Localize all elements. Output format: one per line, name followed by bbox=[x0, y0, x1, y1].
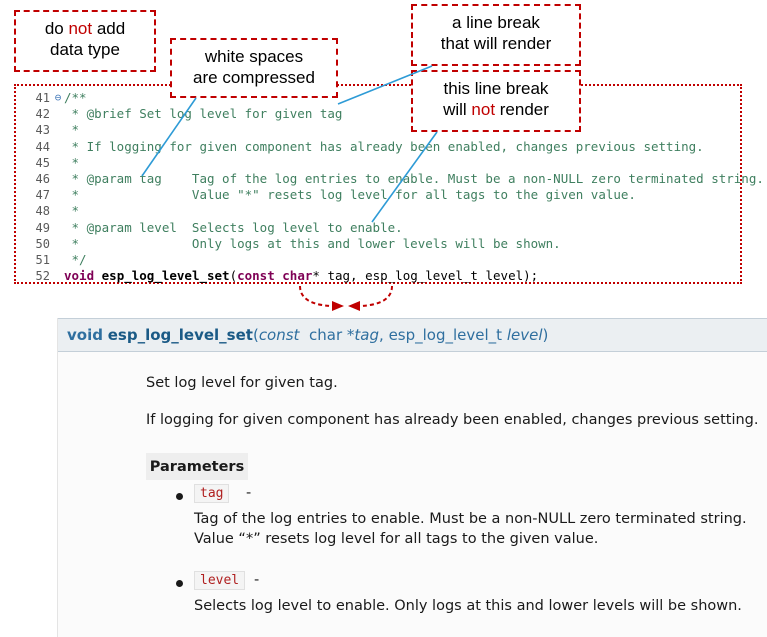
line-number: 51 bbox=[35, 252, 50, 267]
param-dash-level: - bbox=[254, 572, 260, 588]
source-code-block bbox=[14, 84, 764, 284]
callout-whitespace-line2: are compressed bbox=[193, 68, 315, 88]
callout-datatype-line2: data type bbox=[50, 40, 120, 60]
code-lines bbox=[16, 86, 764, 284]
code-line-signature bbox=[16, 268, 740, 284]
code-line bbox=[16, 139, 740, 155]
fold-spacer bbox=[52, 171, 64, 187]
fold-spacer bbox=[52, 268, 64, 284]
code-line-text: * @param level Selects log level to enable. bbox=[64, 219, 403, 235]
doc-sig-paren-open: ( bbox=[252, 326, 259, 344]
code-line-text: * bbox=[64, 154, 80, 170]
callout-whitespace-line1: white spaces bbox=[204, 47, 304, 66]
keyword-const: const bbox=[237, 268, 275, 284]
bullet-icon bbox=[176, 580, 183, 587]
keyword-char: char bbox=[282, 268, 313, 284]
code-line bbox=[16, 106, 740, 122]
code-line-text: * @brief Set log level for given tag bbox=[64, 106, 343, 122]
fold-spacer bbox=[52, 203, 64, 219]
doc-sig-comma: , bbox=[379, 326, 389, 344]
callout-norender-pre: will bbox=[443, 100, 472, 120]
doc-sig-return-type: void bbox=[67, 326, 103, 344]
code-line-text: * If logging for given component has already been enabled, changes previous setting. bbox=[64, 138, 704, 154]
param-description-level: Selects log level to enable. Only logs at this and lower levels will be shown. bbox=[194, 598, 742, 614]
doc-sig-const: const bbox=[258, 326, 300, 344]
param-name-level: level bbox=[194, 571, 245, 590]
doc-signature-bar bbox=[58, 318, 767, 352]
callout-datatype-line1-pre: do bbox=[44, 19, 69, 38]
doc-signature-text bbox=[67, 326, 548, 344]
doc-sig-level-type: esp_log_level_t bbox=[388, 326, 503, 344]
code-line bbox=[16, 187, 740, 203]
code-line-text: * Only logs at this and lower levels will be shown. bbox=[64, 235, 561, 251]
parameters-header: Parameters bbox=[146, 453, 248, 480]
callout-norender-red: not bbox=[471, 100, 496, 120]
callout-linebreak-render-line2: that will render bbox=[440, 34, 552, 54]
code-line bbox=[16, 236, 740, 252]
code-line bbox=[16, 122, 740, 138]
callout-linebreak-render-line1: a line break bbox=[452, 13, 540, 32]
code-line-text: * bbox=[64, 203, 80, 219]
callout-line-break-not-rendered bbox=[411, 70, 581, 132]
param-tag-text: * tag, bbox=[312, 268, 366, 284]
fold-spacer bbox=[52, 236, 64, 252]
fold-spacer bbox=[52, 220, 64, 236]
paren-open: ( bbox=[229, 268, 238, 284]
arrow-code-to-doc-right bbox=[348, 286, 392, 311]
callout-line-break-renders bbox=[411, 4, 581, 66]
doc-paragraph-1: Set log level for given tag. bbox=[146, 375, 338, 391]
type-esp-log-level-t: esp_log_level_t bbox=[365, 268, 478, 284]
param-level-text: level bbox=[477, 268, 524, 284]
line-number: 48 bbox=[35, 204, 50, 219]
fold-spacer bbox=[52, 252, 64, 268]
callout-linebreak-norender-line1: this line break bbox=[443, 79, 549, 98]
code-line bbox=[16, 220, 740, 236]
code-line-text: * Value "*" resets log level for all tags to the given value. bbox=[64, 187, 636, 203]
param-description-tag: Tag of the log entries to enable. Must be a non-NULL zero terminated string. Value “*” resets log level for all tags to the given value. bbox=[194, 511, 747, 547]
paren-close: ); bbox=[523, 268, 539, 284]
callout-white-spaces-compressed bbox=[170, 38, 338, 98]
rendered-documentation-panel bbox=[57, 318, 767, 637]
doc-sig-paren-close: ) bbox=[542, 326, 549, 344]
code-line bbox=[16, 252, 740, 268]
callout-do-not-add-data-type bbox=[14, 10, 156, 72]
fold-spacer bbox=[52, 139, 64, 155]
code-line bbox=[16, 170, 764, 187]
line-number: 42 bbox=[35, 107, 50, 122]
code-line-text: * bbox=[64, 122, 80, 138]
line-number: 47 bbox=[35, 188, 50, 203]
callout-datatype-line1-red: not bbox=[68, 19, 93, 38]
callout-datatype-line1-post: add bbox=[92, 19, 126, 38]
line-number: 44 bbox=[35, 139, 50, 154]
fold-toggle-icon[interactable]: ⊖ bbox=[54, 91, 62, 104]
function-name: esp_log_level_set bbox=[101, 268, 230, 284]
fold-spacer bbox=[52, 155, 64, 171]
param-name-tag: tag bbox=[194, 484, 229, 503]
doc-sig-param-tag: tag bbox=[354, 326, 380, 344]
callout-datatype-line1 bbox=[24, 18, 146, 39]
code-line-text: /** bbox=[64, 90, 87, 105]
doc-sig-char: char bbox=[309, 326, 343, 344]
code-line bbox=[16, 203, 740, 219]
param-dash-tag: - bbox=[246, 485, 252, 501]
callout-norender-post: render bbox=[495, 100, 549, 120]
doc-sig-function-name: esp_log_level_set bbox=[107, 326, 253, 344]
line-number: 50 bbox=[35, 236, 50, 251]
line-number: 52 bbox=[35, 269, 50, 284]
line-number: 46 bbox=[35, 171, 50, 186]
code-line-text: * @param tag Tag of the log entries to enable. Must be a non-NULL zero terminated string. bbox=[64, 170, 764, 186]
doc-paragraph-2: If logging for given component has already been enabled, changes previous setting. bbox=[146, 412, 759, 428]
keyword-void: void bbox=[64, 268, 95, 284]
doc-sig-param-level: level bbox=[506, 326, 543, 344]
line-number: 45 bbox=[35, 155, 50, 170]
arrow-code-to-doc-left bbox=[300, 286, 344, 311]
code-line-text: */ bbox=[64, 251, 87, 267]
line-number: 41 bbox=[35, 91, 50, 105]
line-number: 49 bbox=[35, 220, 50, 235]
code-line bbox=[16, 155, 740, 171]
code-line bbox=[16, 90, 740, 106]
line-number: 43 bbox=[35, 123, 50, 138]
code-signature-text bbox=[64, 268, 740, 284]
bullet-icon bbox=[176, 493, 183, 500]
callout-linebreak-norender-line2 bbox=[421, 99, 571, 120]
fold-spacer bbox=[52, 187, 64, 203]
fold-spacer bbox=[52, 106, 64, 122]
fold-spacer bbox=[52, 122, 64, 138]
doc-sig-star: * bbox=[346, 326, 355, 344]
